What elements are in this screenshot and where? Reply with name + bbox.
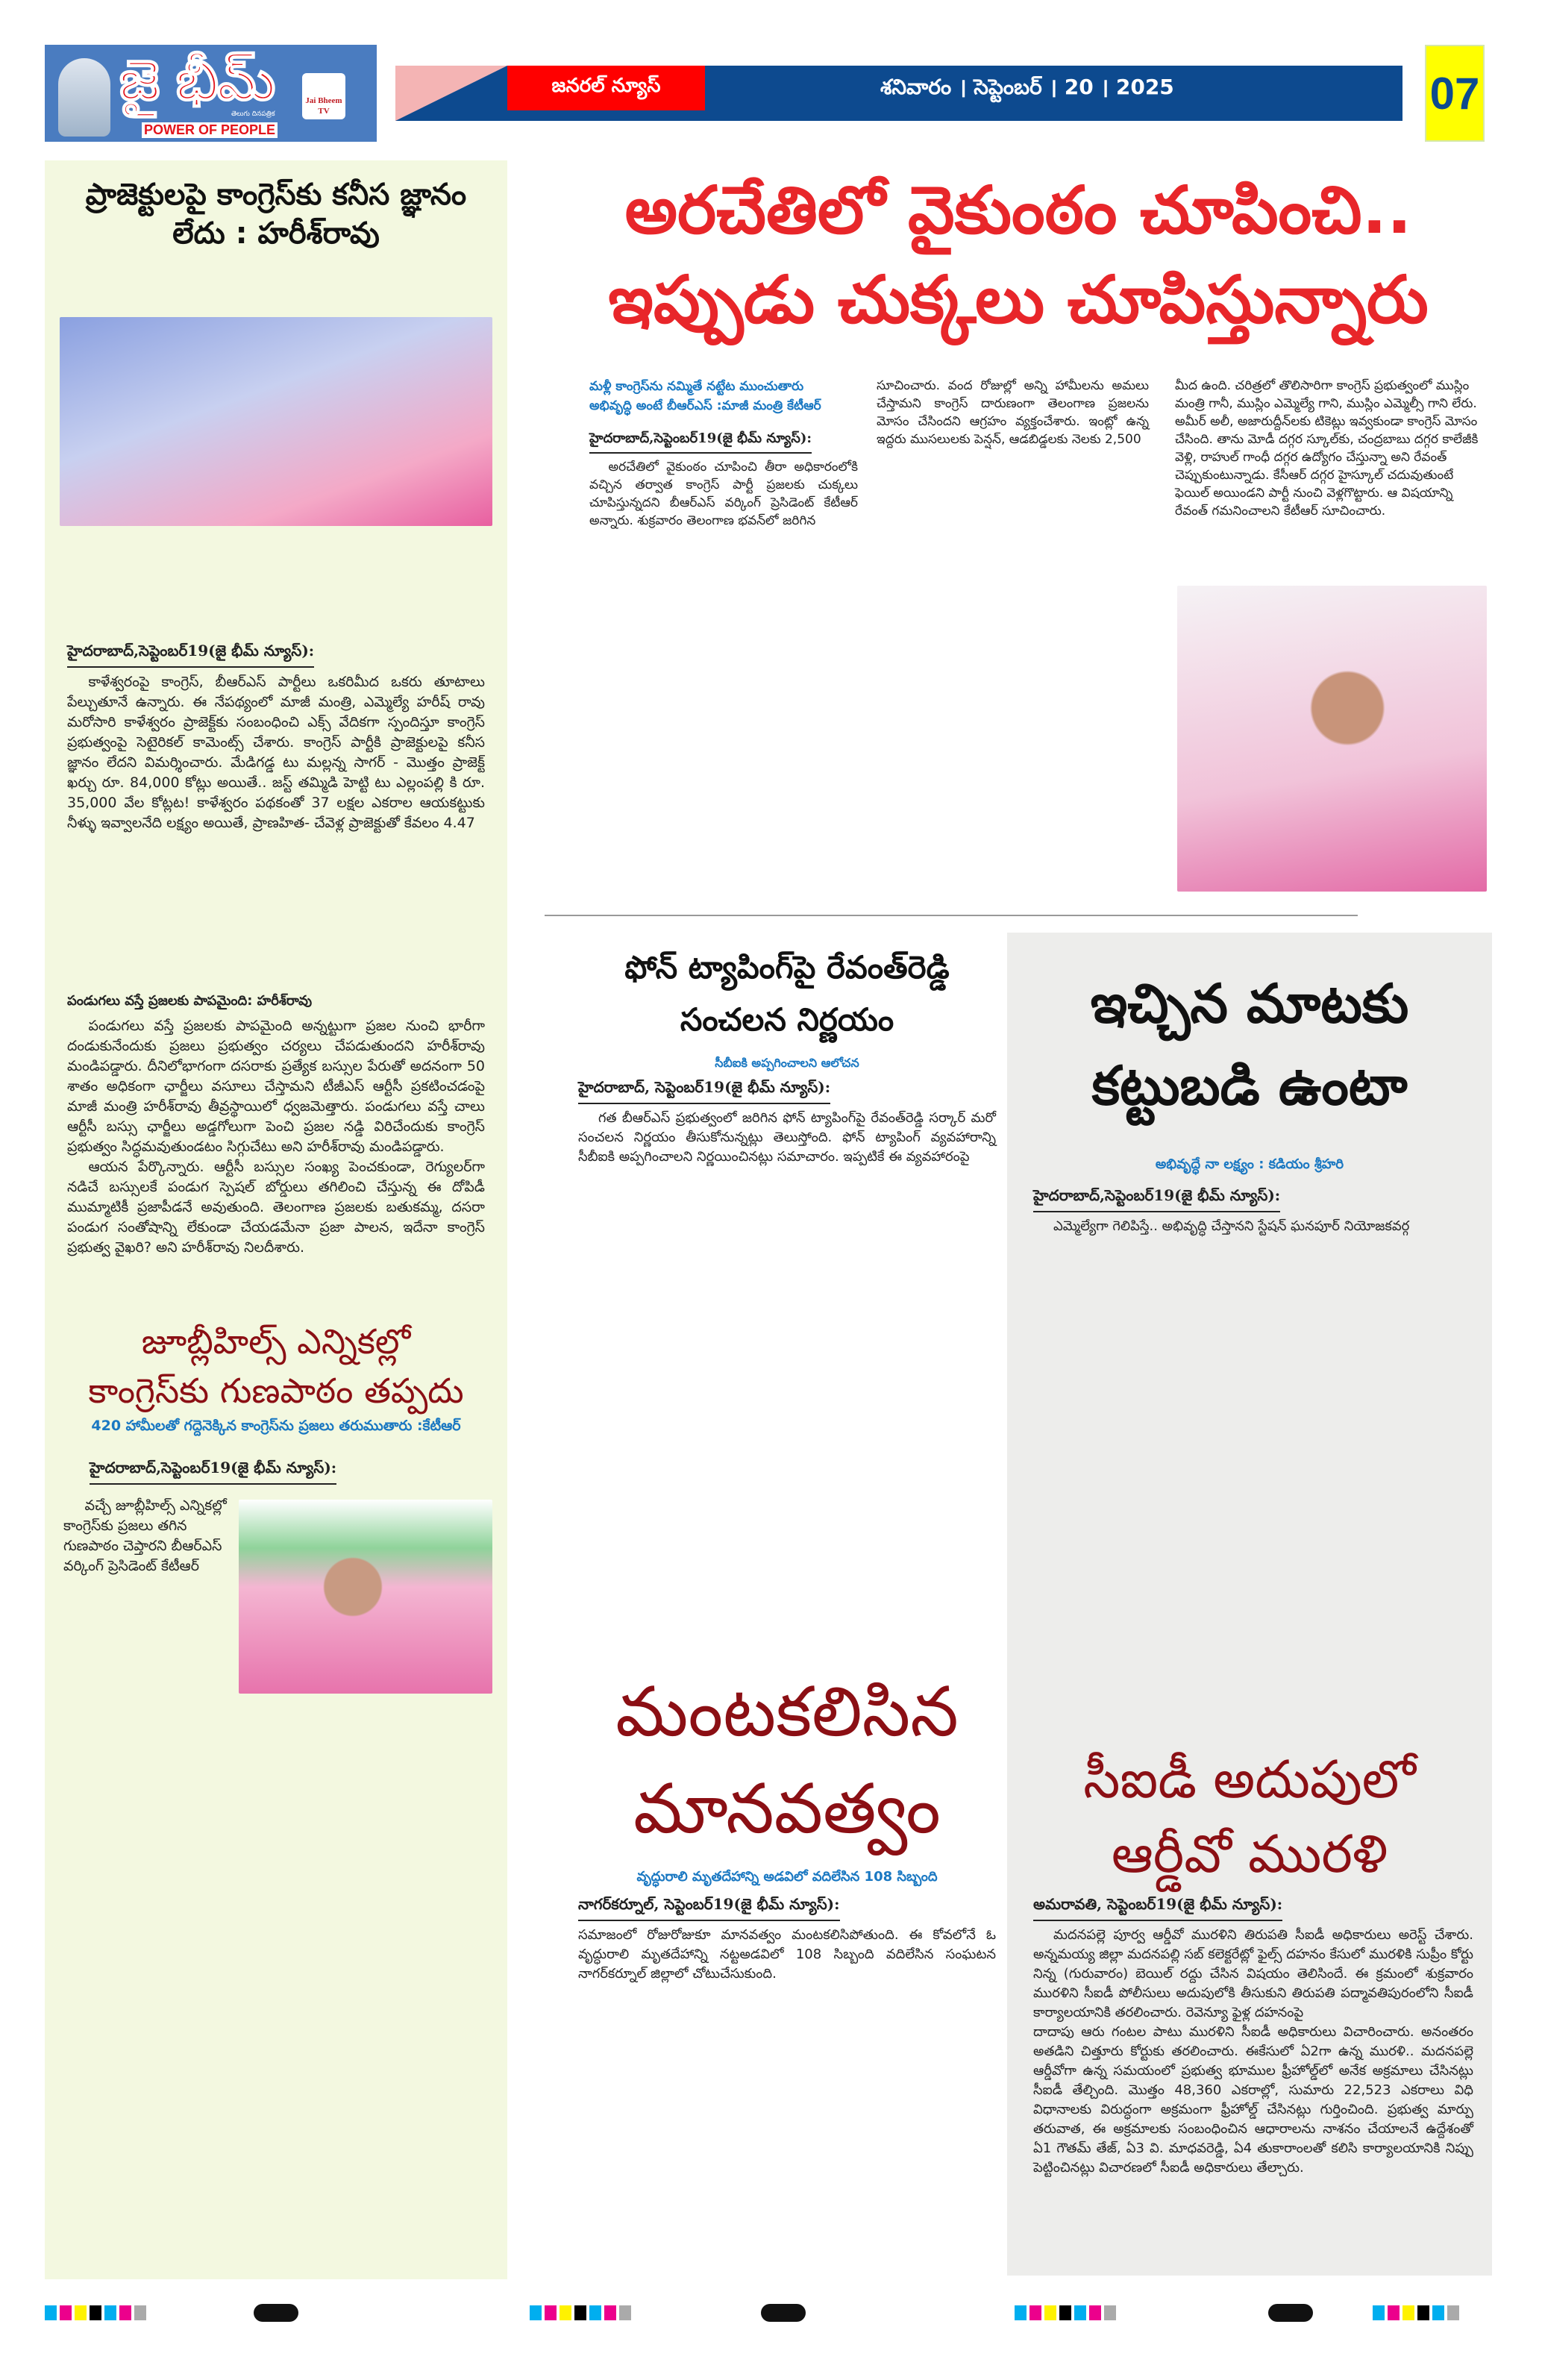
registration-pill	[254, 2304, 298, 2322]
harish-subhead: పండుగలు వస్తే ప్రజలకు పాపమైంది: హరీశ్‌రావు	[67, 993, 313, 1009]
kadiyam-headline	[1015, 962, 1485, 1127]
dateline: హైదరాబాద్,సెప్టెంబర్19(జై భీమ్ న్యూస్):	[67, 642, 314, 668]
logo-tagline: POWER OF PEOPLE	[142, 122, 278, 138]
paragraph: ఆయన పేర్కొన్నారు. ఆర్టీసీ బస్సుల సంఖ్య పెంచకుండా, రెగ్యులర్‌గా నడిచే బస్సులకే పండుగ స్పెషల్ బోర్డులు తగిలించి చేస్తున్న ఈ దోపిడీ ముమ్మాటికీ ప్రజాపీడనే అవుతుంది. తెలంగాణ ప్రజలకు బతుకమ్మ, దసరా పండుగ సంతోషాన్ని లేకుండా చేయడమేనా ప్రజా పాలన, ఇదేనా కాంగ్రెస్ ప్రభుత్వ వైఖరి? అని హరీశ్‌రావు నిలదీశారు.	[67, 1159, 485, 1256]
subhead-line: మళ్లీ కాంగ్రెస్‌ను నమ్మితే నట్టేట ముంచుతారు	[589, 379, 804, 394]
main-headline	[545, 166, 1492, 345]
subhead-line: అభివృద్ధి అంటే బీఆర్ఎస్ :మాజీ మంత్రి కేటీఆర్	[589, 398, 821, 413]
newspaper-logo	[45, 45, 377, 142]
paragraph: కాళేశ్వరంపై కాంగ్రెస్, బీఆర్ఎస్ పార్టీలు ఒకరిమీద ఒకరు తూటాలు పేల్చుతూనే ఉన్నారు. ఈ నేపథ్యంలో మాజీ మంత్రి, ఎమ్మెల్యే హరీష్ రావు మరోసారి కాళేశ్వరం ప్రాజెక్ట్‌కు సంబంధించి ఎక్స్ వేదికగా స్పందిస్తూ కాంగ్రెస్ ప్రభుత్వంపై సెటైరికల్ కామెంట్స్ చేశారు. కాంగ్రెస్ పార్టీకి ప్రాజెక్టులపై కనీస జ్ఞానం లేదని విమర్శించారు. మేడిగడ్డ టు మల్లన్న సాగర్ - మొత్తం ప్రాజెక్ట్ ఖర్చు రూ. 84,000 కోట్లు అయితే.. జస్ట్ తమ్మిడి హెట్టి టు ఎల్లంపల్లి కి రూ. 35,000 వేల కోట్లట! కాళేశ్వరం పథకంతో 37 లక్షల ఎకరాల ఆయకట్టుకు నీళ్ళు ఇవ్వాలనేది లక్ష్యం అయితే, ప్రాణహిత- చేవెళ్ల ప్రాజెక్టుతో కేవలం 4.47	[67, 674, 485, 831]
color-registration-marks	[1015, 2305, 1116, 2320]
paragraph: మదనపల్లె పూర్వ ఆర్డీవో మురళిని తిరుపతి సీఐడీ అధికారులు అరెస్ట్ చేశారు. అన్నమయ్య జిల్లా మదనపల్లి సబ్ కలెక్టరేట్లో ఫైల్స్ దహనం కేసులో మురళికి సుప్రీం కోర్టు నిన్న (గురువారం) బెయిల్ రద్దు చేసిన విషయం తెలిసిందే. ఈ క్రమంలో శుక్రవారం మురళిని సీఐడీ పోలీసులు అదుపులోకి తీసుకుని తిరుపతి పద్మావతిపురంలోని సీఐడీ కార్యాలయానికి తరలించారు. రెవెన్యూ ఫైళ్ల దహనంపై	[1033, 1927, 1473, 2020]
dateline: హైదరాబాద్, సెప్టెంబర్19(జై భీమ్ న్యూస్):	[578, 1078, 830, 1104]
ktr-article-col3	[1175, 377, 1488, 520]
kadiyam-subhead: అభివృద్ధే నా లక్ష్యం : కడియం శ్రీహరి	[1155, 1156, 1344, 1172]
color-registration-marks	[530, 2305, 631, 2320]
paragraph: పండుగలు వస్తే ప్రజలకు పాపమైంది అన్నట్టుగా ప్రజల నుంచి భారీగా దండుకునేందుకు ప్రజలు ప్రభుత్వం చర్యలు చేపడుతుందని హరీశ్‌రావు మండిపడ్డారు. దీనిలోభాగంగా దసరాకు ప్రత్యేక బస్సుల పేరుతో అదనంగా 50 శాతం అధికంగా ఛార్జీలు వసూలు చేస్తామని టీజీఎస్ ఆర్టీసీ ప్రకటించడంపై మాజీ మంత్రి హరీశ్‌రావు తీవ్రస్థాయిలో ధ్వజమెత్తారు. పండుగలు వస్తే చాలు ఆర్టీసీ బస్సు ఛార్జీలు అడ్డగోలుగా పెంచి ప్రజల నడ్డి విరిచేందుకు కాంగ్రెస్ ప్రభుత్వం సిద్ధమవుతుండటం సిగ్గుచేటు అని హరీశ్‌రావు మండిపడ్డారు.	[67, 1018, 485, 1155]
registration-pill	[761, 2304, 806, 2322]
jubilee-headline	[52, 1317, 500, 1415]
band-decoration	[395, 66, 507, 121]
kadiyam-article	[1033, 1186, 1473, 1236]
headline-line: సీఐడీ అదుపులో	[1083, 1749, 1416, 1810]
headline-line: ఫోన్ ట్యాపింగ్‌పై రేవంత్‌రెడ్డి	[624, 949, 950, 986]
paragraph: దాదాపు ఆరు గంటల పాటు మురళిని సీఐడీ అధికారులు విచారించారు. అనంతరం అతడిని చిత్తూరు కోర్టుకు తరలించారు. ఈకేసులో ఏ2గా ఉన్న మురళి.. మదనపల్లె ఆర్డీవోగా ఉన్న సమయంలో ప్రభుత్వ భూముల ఫ్రీహోల్డ్‌లో అనేక అక్రమాలు చేసినట్లు సీఐడీ తేల్చింది. మొత్తం 48,360 ఎకరాల్లో, సుమారు 22,523 ఎకరాలు విధి విధానాలకు విరుద్ధంగా అక్రమంగా ఫ్రీహోల్డ్ చేసినట్లు గుర్తించింది. ప్రభుత్వ మార్పు తరువాత, ఈ అక్రమాలకు సంబంధించిన ఆధారాలను నాశనం చేయాలనే ఉద్దేశంతో ఏ1 గౌతమ్ తేజ్, ఏ3 వి. మాధవరెడ్డి, ఏ4 తుకారాంలతో కలిసి కార్యాలయానికి నిప్పు పెట్టించినట్లు విచారణలో సీఐడీ అధికారులు తేల్చారు.	[1033, 2024, 1473, 2176]
dateline: హైదరాబాద్,సెప్టెంబర్19(జై భీమ్ న్యూస్):	[1033, 1186, 1280, 1212]
headline-line: సంచలన నిర్ణయం	[680, 1001, 894, 1038]
dateline: హైదరాబాద్,సెప్టెంబర్19(జై భీమ్ న్యూస్):	[90, 1459, 336, 1485]
manta-article	[578, 1895, 996, 1984]
jubilee-body	[63, 1496, 228, 1576]
paragraph: ఎమ్మెల్యేగా గెలిపిస్తే.. అభివృద్ధి చేస్తానని స్టేషన్ ఘనపూర్ నియోజకవర్గ	[1053, 1218, 1410, 1234]
phone-headline	[567, 942, 1007, 1046]
page-number: 07	[1425, 45, 1485, 142]
harish-article	[67, 642, 485, 1434]
divider	[545, 915, 1358, 916]
headline-line: ఇప్పుడు చుక్కలు చూపిస్తున్నారు	[608, 261, 1429, 338]
headline-line: ఇచ్చిన మాటకు	[1090, 972, 1409, 1035]
section-label: జనరల్ న్యూస్	[507, 66, 705, 110]
murali-headline	[1015, 1742, 1485, 1891]
paragraph: మీద ఉంది. చరిత్రలో తొలిసారిగా కాంగ్రెస్ ప్రభుత్వంలో ముస్లిం మంత్రి గానీ, ముస్లిం ఎమ్మెల్యే గాని, ముస్లిం ఎమ్మెల్సీ గాని లేరు. అమీర్ అలీ, అజారుద్దీన్‌లకు టికెట్లు ఇవ్వకుండా కాంగ్రెస్ మోసం చేసింది. తాను మోడీ దగ్గర స్కూల్‌కు, చంద్రబాబు దగ్గర కాలేజీకి వెళ్లి, రాహుల్ గాంధీ దగ్గర ఉద్యోగం చేస్తున్నా అని రేవంత్ చెప్పుకుంటున్నాడు. కేసీఆర్ దగ్గర హైస్కూల్ చదువుతుంటే ఫెయిల్ అయిండని పార్టీ నుంచి వెళ్లగొట్టారు. ఆ విషయాన్ని రేవంత్ గమనించాలని కేటీఆర్ సూచించారు.	[1175, 378, 1479, 519]
murali-article	[1033, 1895, 1473, 2178]
ktr-article-col2	[877, 377, 1149, 448]
manta-subhead: వృద్ధురాలి మృతదేహాన్ని అడవిలో వదిలేసిన 108 సిబ్బంది	[636, 1869, 938, 1885]
headline-line: ఆర్డీవో మురళి	[1111, 1823, 1388, 1885]
headline-line: కాంగ్రెస్‌కు గుణపాఠం తప్పదు	[88, 1371, 464, 1411]
paragraph: వచ్చే జూబ్లీహిల్స్ ఎన్నికల్లో కాంగ్రెస్‌కు ప్రజలు తగిన గుణపాఠం చెప్తారని బీఆర్ఎస్ వర్కింగ్ ప్రెసిడెంట్ కేటీఆర్	[63, 1497, 227, 1574]
headline-line: మానవత్వం	[633, 1769, 941, 1849]
manta-headline	[567, 1664, 1007, 1858]
headline-line: కట్టుబడి ఉంటా	[1091, 1054, 1408, 1117]
headline-line: జూబ్లీహిల్స్ ఎన్నికల్లో	[141, 1321, 411, 1362]
harish-headline: ప్రాజెక్టులపై కాంగ్రెస్‌కు కనీస జ్ఞానం లేదు : హరీశ్‌రావు	[85, 178, 467, 251]
headline-line: మంటకలిసిన	[615, 1672, 959, 1752]
paragraph: సూచించారు. వంద రోజుల్లో అన్ని హామీలను అమలు చేస్తామని కాంగ్రెస్ దారుణంగా తెలంగాణ ప్రజలను మోసం చేసిందని ఆగ్రహం వ్యక్తంచేశారు. ఇంట్లో ఉన్న ఇద్దరు ముసలులకు పెన్షన్, ఆడబిడ్డలకు నెలకు 2,500	[877, 378, 1149, 447]
paragraph: సమాజంలో రోజురోజుకూ మానవత్వం మంటకలిసిపోతుంది. ఈ కోవలోనే ఓ వృద్ధురాలి మృతదేహాన్ని నట్టఅడవిలో 108 సిబ్బంది వదిలేసిన సంఘటన నాగర్‌కర్నూల్ జిల్లాలో చోటుచేసుకుంది.	[578, 1927, 996, 1982]
ktr-photo-small	[239, 1500, 492, 1694]
logo-sub: తెలుగు దినపత్రిక	[231, 110, 275, 118]
color-registration-marks	[1373, 2305, 1459, 2320]
jubilee-subhead: 420 హామీలతో గద్దెనెక్కిన కాంగ్రెస్‌ను ప్రజలు తరుముతారు :కేటీఆర్	[91, 1418, 461, 1434]
phone-subhead: సీబీఐకి అప్పగించాలని ఆలోచన	[715, 1056, 859, 1070]
harish-rao-photo	[60, 317, 492, 526]
ktr-subhead	[589, 377, 858, 416]
headline-line: అరచేతిలో వైకుంఠం చూపించి..	[624, 172, 1412, 248]
ktr-article-col1	[589, 377, 858, 530]
tv-logo: Jai Bheem TV	[302, 73, 345, 119]
paragraph: అరచేతిలో వైకుంఠం చూపించి తీరా అధికారంలోకి వచ్చిన తర్వాత కాంగ్రెస్ పార్టీ ప్రజలకు చుక్కలు చూపిస్తున్నదని బీఆర్ఎస్ వర్కింగ్ ప్రెసిడెంట్ కేటీఆర్ అన్నారు. శుక్రవారం తెలంగాణ భవన్‌లో జరిగిన	[589, 460, 858, 528]
paragraph: గత బీఆర్ఎస్ ప్రభుత్వంలో జరిగిన ఫోన్ ట్యాపింగ్‌పై రేవంత్‌రెడ్డి సర్కార్ మరో సంచలన నిర్ణయం తీసుకోనున్నట్లు తెలుస్తోంది. ఫోన్ ట్యాపింగ్ వ్యవహారాన్ని సీబీఐకి అప్పగించాలని నిర్ణయించినట్లు సమాచారం. ఇప్పటికే ఈ వ్యవహారంపై	[578, 1110, 996, 1165]
dateline: హైదరాబాద్,సెప్టెంబర్19(జై భీమ్ న్యూస్):	[589, 430, 812, 454]
dateline: నాగర్‌కర్నూల్, సెప్టెంబర్19(జై భీమ్ న్యూస్):	[578, 1895, 840, 1921]
phone-article	[578, 1078, 996, 1167]
registration-pill	[1268, 2304, 1313, 2322]
ktr-photo	[1177, 586, 1487, 892]
portrait-icon	[58, 58, 110, 137]
logo-title: జై భీమ్	[119, 48, 275, 113]
color-registration-marks	[45, 2305, 146, 2320]
jubilee-dateline	[90, 1459, 336, 1489]
issue-date: శనివారం । సెప్టెంబర్ । 20 । 2025	[880, 75, 1174, 99]
dateline: అమరావతి, సెప్టెంబర్19(జై భీమ్ న్యూస్):	[1033, 1895, 1282, 1921]
